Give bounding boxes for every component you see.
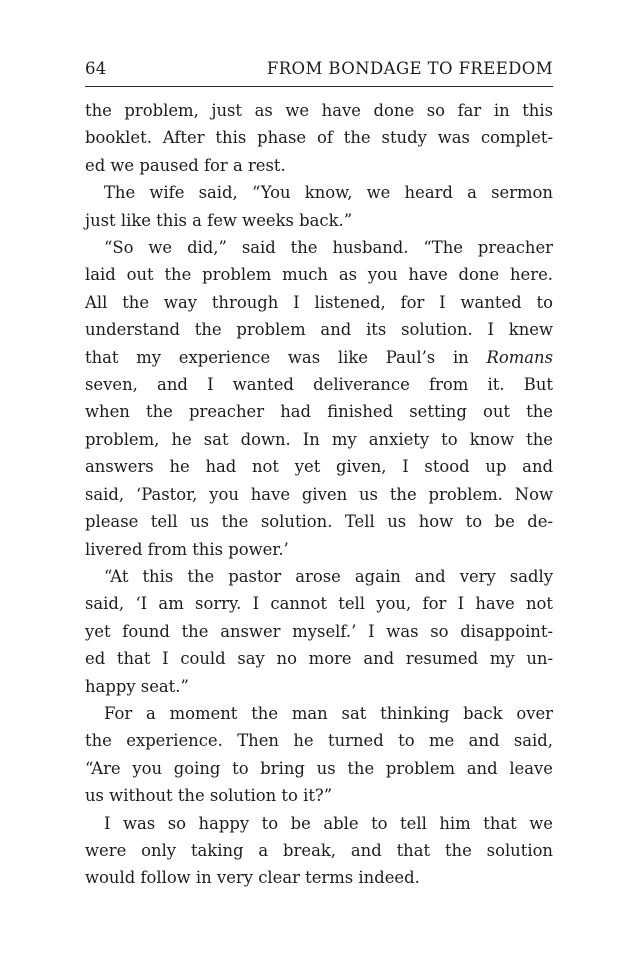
text-line-content: us without the solution to it?” bbox=[85, 786, 333, 806]
page-number: 64 bbox=[85, 59, 107, 78]
text-line-content: just like this a few weeks back.” bbox=[85, 210, 353, 230]
text-line-content: The wife said, “You know, we heard a sermon bbox=[104, 183, 553, 203]
text-line-content: said, ‘I am sorry. I cannot tell you, for I have not bbox=[85, 594, 553, 614]
text-line-content: were only taking a break, and that the solution bbox=[85, 840, 553, 860]
italic-book-title: Romans bbox=[486, 347, 553, 367]
text-line-content: livered from this power.’ bbox=[85, 539, 289, 559]
running-title: FROM BONDAGE TO FREEDOM bbox=[266, 59, 553, 78]
text-line-content: ed we paused for a rest. bbox=[85, 155, 286, 175]
text-line-content: when the preacher had finished setting out the bbox=[85, 402, 553, 422]
text-line bbox=[85, 536, 553, 563]
body-text bbox=[85, 97, 553, 892]
text-line-content: would follow in very clear terms indeed. bbox=[85, 868, 420, 888]
text-line bbox=[85, 508, 553, 535]
text-line-content: laid out the problem much as you have done here. bbox=[85, 265, 553, 285]
text-line bbox=[85, 124, 553, 151]
text-line-content: please tell us the solution. Tell us how to be de- bbox=[85, 512, 553, 532]
text-line-content: the experience. Then he turned to me and said, bbox=[85, 731, 553, 751]
text-line-content: I was so happy to be able to tell him that we bbox=[104, 813, 553, 833]
text-line bbox=[85, 234, 553, 261]
book-page bbox=[85, 58, 553, 892]
text-line-content: seven, and I wanted deliverance from it. But bbox=[85, 375, 553, 395]
text-line-content: that my experience was like Paul’s in bbox=[85, 347, 469, 367]
text-line bbox=[85, 618, 553, 645]
running-header bbox=[85, 58, 553, 87]
text-line-content: For a moment the man sat thinking back over bbox=[104, 703, 553, 723]
text-line bbox=[85, 590, 553, 617]
text-line bbox=[85, 207, 553, 234]
text-line bbox=[85, 344, 553, 371]
text-line-content: All the way through I listened, for I wanted to bbox=[85, 292, 553, 312]
text-line bbox=[85, 453, 553, 480]
text-line-content: “So we did,” said the husband. “The preacher bbox=[104, 238, 553, 258]
text-line-content: happy seat.” bbox=[85, 676, 189, 696]
text-line-content: problem, he sat down. In my anxiety to know the bbox=[85, 429, 553, 449]
text-line bbox=[85, 316, 553, 343]
text-line bbox=[85, 398, 553, 425]
text-line-content: understand the problem and its solution. I knew bbox=[85, 320, 553, 340]
text-line-content: ed that I could say no more and resumed my un- bbox=[85, 649, 553, 669]
text-line bbox=[85, 727, 553, 754]
text-line bbox=[85, 645, 553, 672]
text-line bbox=[85, 810, 553, 837]
text-line-content: “Are you going to bring us the problem and leave bbox=[85, 758, 553, 778]
text-line bbox=[85, 837, 553, 864]
text-line bbox=[85, 97, 553, 124]
text-line bbox=[85, 673, 553, 700]
text-line bbox=[85, 700, 553, 727]
text-line bbox=[85, 179, 553, 206]
text-line bbox=[85, 864, 553, 891]
text-line-content: said, ‘Pastor, you have given us the problem. Now bbox=[85, 484, 553, 504]
text-line-content: booklet. After this phase of the study was complet- bbox=[85, 128, 553, 148]
text-line bbox=[85, 563, 553, 590]
text-line-content: the problem, just as we have done so far in this bbox=[85, 101, 553, 120]
text-line bbox=[85, 481, 553, 508]
text-line bbox=[85, 261, 553, 288]
text-line-content: yet found the answer myself.’ I was so disappoint- bbox=[85, 621, 553, 641]
text-line bbox=[85, 371, 553, 398]
text-line bbox=[85, 426, 553, 453]
text-line bbox=[85, 755, 553, 782]
text-line-content: answers he had not yet given, I stood up and bbox=[85, 457, 553, 477]
text-line bbox=[85, 289, 553, 316]
text-line-content: “At this the pastor arose again and very sadly bbox=[104, 566, 553, 586]
text-line bbox=[85, 782, 553, 809]
text-line bbox=[85, 152, 553, 179]
